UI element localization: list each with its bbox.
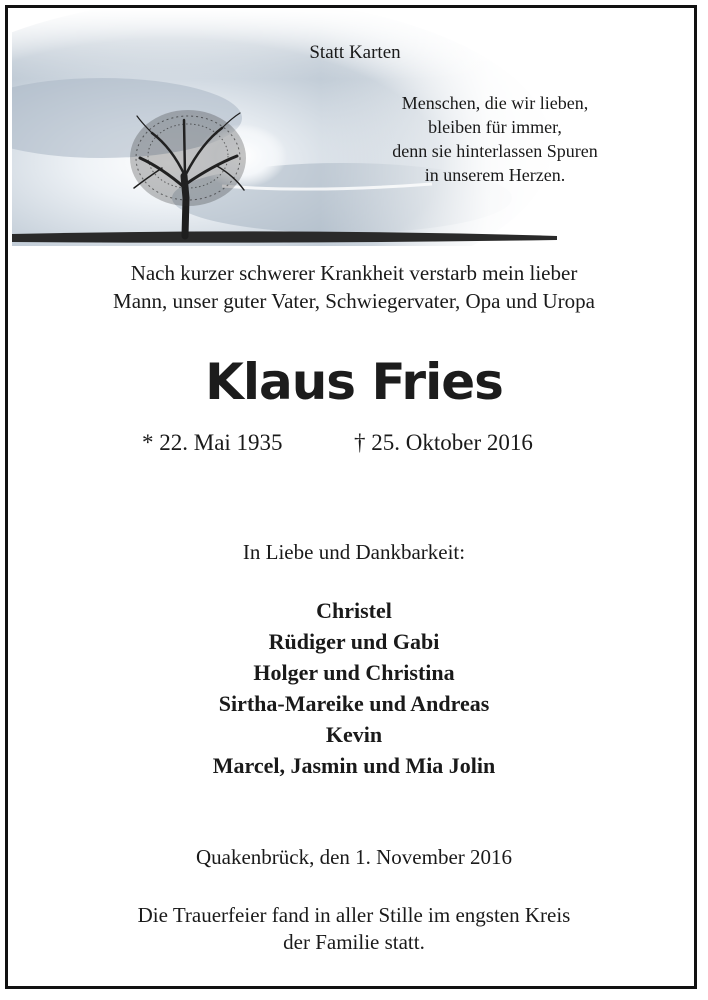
survivor-name: Marcel, Jasmin und Mia Jolin (212, 753, 496, 778)
poem-line: in unserem Herzen. (424, 165, 566, 185)
place-and-date: Quakenbrück, den 1. November 2016 (195, 845, 513, 869)
intro-line: Nach kurzer schwerer Krankheit verstarb mein lieber (130, 261, 578, 285)
survivor-name: Rüdiger und Gabi (268, 629, 440, 654)
poem-line: denn sie hinterlassen Spuren (392, 141, 598, 161)
survivors-list (20, 595, 688, 781)
death-date: † 25. Oktober 2016 (354, 430, 533, 455)
survivor-name: Holger und Christina (253, 660, 455, 685)
funeral-line: der Familie statt. (283, 930, 425, 954)
survivor-name: Christel (316, 598, 392, 623)
funeral-notice (20, 902, 688, 956)
intro-text (20, 259, 688, 315)
poem-verse (360, 91, 630, 187)
dedication-line: In Liebe und Dankbarkeit: (242, 540, 466, 564)
poem-line: Menschen, die wir lieben, (401, 93, 589, 113)
deceased-name: Klaus Fries (205, 353, 503, 411)
intro-line: Mann, unser guter Vater, Schwiegervater, Opa und Uropa (113, 289, 595, 313)
survivor-name: Sirtha-Mareike und Andreas (218, 691, 490, 716)
survivor-name: Kevin (325, 722, 383, 747)
birth-date: * 22. Mai 1935 (142, 430, 283, 455)
poem-line: bleiben für immer, (428, 117, 562, 137)
funeral-line: Die Trauerfeier fand in aller Stille im engsten Kreis (137, 903, 571, 927)
statt-karten-label: Statt Karten (309, 42, 401, 63)
